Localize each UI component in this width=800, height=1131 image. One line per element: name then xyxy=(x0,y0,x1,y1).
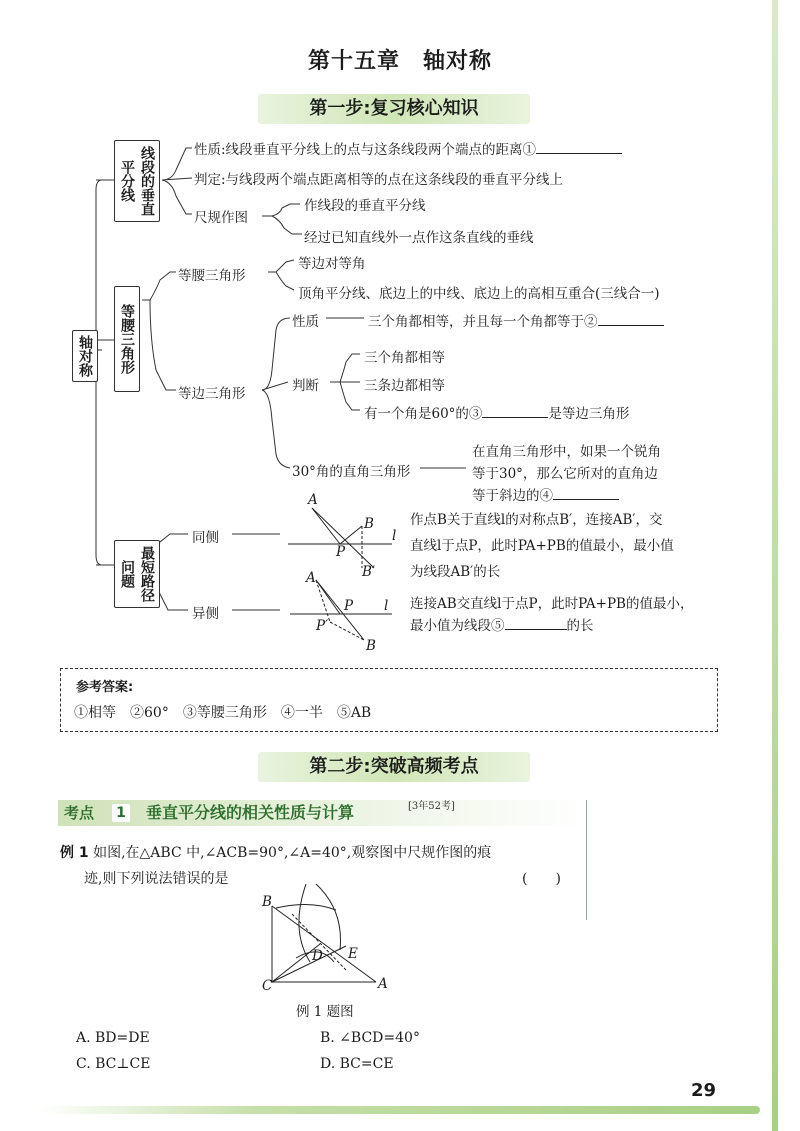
ex-fig-label-E: E xyxy=(348,946,358,962)
fig2-label-l: l xyxy=(384,598,389,614)
equi-judge-2: 三条边都相等 xyxy=(364,378,445,394)
fig1-label-A: A xyxy=(308,492,318,508)
fig2-label-Pprime: P′ xyxy=(316,618,329,634)
rt30-label: 30°角的直角三角形 xyxy=(292,464,411,480)
kaodian-number: 1 xyxy=(112,804,130,822)
opposite-side-line-2: 最小值为线段⑤ 的长 xyxy=(410,618,594,634)
perp-construct-1: 作线段的垂直平分线 xyxy=(304,198,426,214)
equi-judge-label: 判断 xyxy=(292,378,319,394)
ex-fig-label-C: C xyxy=(262,978,273,994)
fig2-label-B: B xyxy=(366,638,376,654)
isos-triangle: 等腰三角形 xyxy=(178,268,246,284)
perp-construct: 尺规作图 xyxy=(194,210,248,226)
answers-title: 参考答案: xyxy=(76,680,134,695)
kaodian-source: [3年52考] xyxy=(408,801,455,812)
isosceles-box: 等腰三角形 xyxy=(114,286,140,392)
opposite-side-line-1: 连接AB交直线l于点P，此时PA+PB的值最小， xyxy=(410,596,694,612)
fig2-label-A: A xyxy=(306,570,316,586)
ex-fig-label-A: A xyxy=(378,976,388,992)
fig1-label-Bprime: B′ xyxy=(362,564,375,580)
equi-judge-3: 有一个角是60°的③ 是等边三角形 xyxy=(364,406,630,422)
ex-fig-label-B: B xyxy=(262,894,272,910)
isos-item-1: 等边对等角 xyxy=(298,256,366,272)
equi-prop-text: 三个角都相等，并且每一个角都等于② xyxy=(368,310,664,330)
perp-property: 性质:线段垂直平分线上的点与这条线段两个端点的距离① xyxy=(194,138,622,158)
option-b[interactable]: B. ∠BCD=40° xyxy=(320,1030,420,1046)
chapter-title: 第十五章 轴对称 xyxy=(307,49,492,74)
shortest-path-box: 最短路径问题 xyxy=(114,540,160,608)
option-c[interactable]: C. BC⊥CE xyxy=(76,1056,151,1072)
same-side-line-3: 为线段AB′的长 xyxy=(410,564,501,580)
kaodian-title: 垂直平分线的相关性质与计算 xyxy=(146,803,355,822)
fig2-label-P: P xyxy=(344,598,354,614)
opposite-side-label: 异侧 xyxy=(192,606,219,622)
same-side-label: 同侧 xyxy=(192,530,219,546)
example-line-2: 迹,则下列说法错误的是 xyxy=(84,871,229,887)
fig1-label-B: B xyxy=(364,516,374,532)
equi-prop-label: 性质 xyxy=(292,314,319,330)
perp-judge: 判定:与线段两个端点距离相等的点在这条线段的垂直平分线上 xyxy=(194,172,564,188)
rt30-line-3: 等于斜边的④ xyxy=(472,484,619,504)
example-number: 例 1 xyxy=(60,845,89,861)
answers-items: ①相等 ②60° ③等腰三角形 ④一半 ⑤AB xyxy=(74,705,372,721)
page-number: 29 xyxy=(690,1080,716,1101)
perp-bisector-box: 线段的垂直平分线 xyxy=(114,140,160,222)
fig1-label-P: P xyxy=(336,544,346,560)
rt30-line-1: 在直角三角形中，如果一个锐角 xyxy=(472,444,661,460)
option-a[interactable]: A. BD=DE xyxy=(76,1030,150,1046)
example-line-1: 如图,在△ABC 中,∠ACB=90°,∠A=40°,观察图中尺规作图的痕 xyxy=(93,845,492,861)
figure-caption: 例 1 题图 xyxy=(296,1004,354,1020)
same-side-line-2: 直线l于点P，此时PA+PB的值最小，最小值 xyxy=(410,538,674,554)
option-d[interactable]: D. BC=CE xyxy=(320,1056,394,1072)
perp-construct-2: 经过已知直线外一点作这条直线的垂线 xyxy=(304,230,534,246)
kaodian-label: 考点 xyxy=(64,804,95,822)
equi-triangle: 等边三角形 xyxy=(178,386,246,402)
root-box: 轴对称 xyxy=(72,330,98,382)
isos-item-2: 顶角平分线、底边上的中线、底边上的高相互重合(三线合一) xyxy=(298,286,660,302)
equi-judge-1: 三个角都相等 xyxy=(364,350,445,366)
same-side-line-1: 作点B关于直线l的对称点B′，连接AB′，交 xyxy=(410,512,663,528)
answer-paren: ( ) xyxy=(522,871,561,887)
step1-heading: 第一步:复习核心知识 xyxy=(258,94,530,124)
step2-heading: 第二步:突破高频考点 xyxy=(258,752,530,782)
fig1-label-l: l xyxy=(392,528,397,544)
rt30-line-2: 等于30°，那么它所对的直角边 xyxy=(472,466,658,482)
ex-fig-label-D: D xyxy=(312,948,323,964)
